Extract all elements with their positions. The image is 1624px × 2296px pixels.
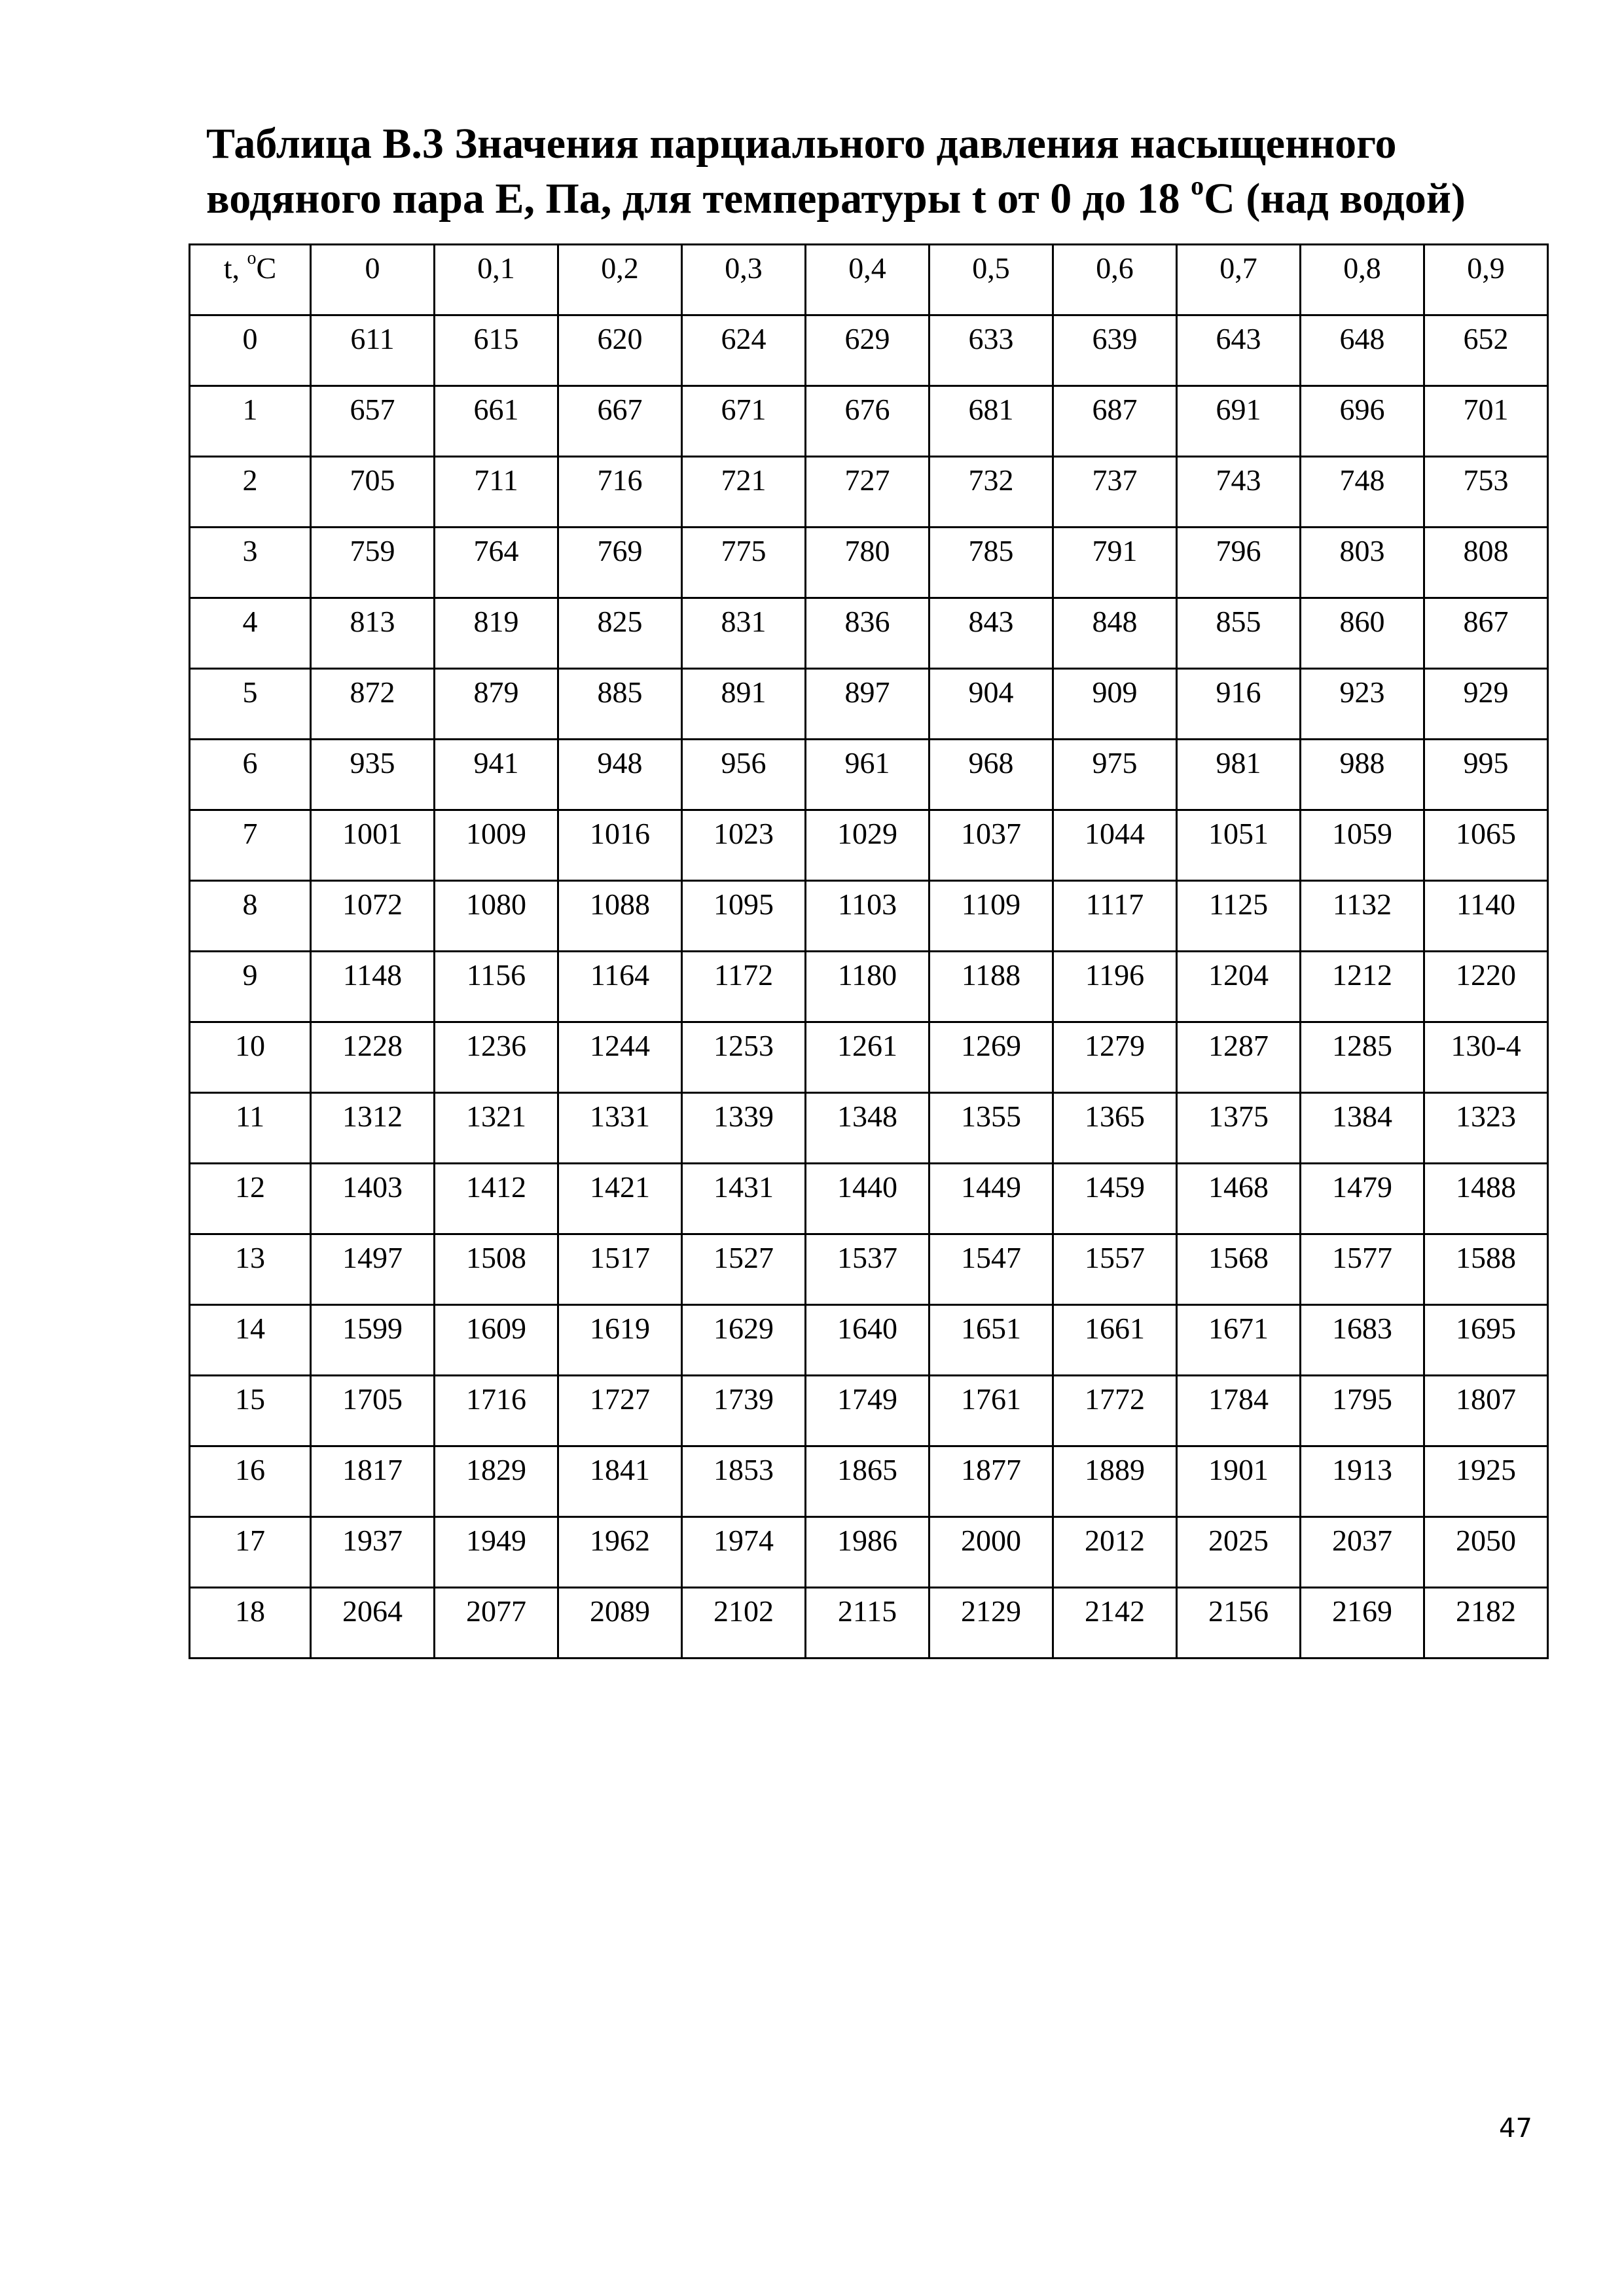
header-row — [190, 245, 1548, 315]
row-header-cell: 0 — [190, 315, 311, 386]
value-cell: 1095 — [682, 881, 806, 952]
column-header-cell: 0,3 — [682, 245, 806, 315]
value-cell: 791 — [1053, 528, 1177, 598]
value-cell: 879 — [435, 669, 558, 740]
value-cell: 1132 — [1301, 881, 1424, 952]
value-cell: 2156 — [1177, 1588, 1301, 1659]
value-cell: 941 — [435, 740, 558, 810]
row-header-cell: 6 — [190, 740, 311, 810]
value-cell: 1449 — [929, 1164, 1053, 1234]
value-cell: 764 — [435, 528, 558, 598]
value-cell: 633 — [929, 315, 1053, 386]
column-header-cell: 0,9 — [1424, 245, 1548, 315]
value-cell: 1568 — [1177, 1234, 1301, 1305]
row-header-cell: 14 — [190, 1305, 311, 1376]
value-cell: 2077 — [435, 1588, 558, 1659]
value-cell: 1244 — [558, 1022, 682, 1093]
value-cell: 1784 — [1177, 1376, 1301, 1446]
value-cell: 968 — [929, 740, 1053, 810]
value-cell: 988 — [1301, 740, 1424, 810]
value-cell: 995 — [1424, 740, 1548, 810]
value-cell: 825 — [558, 598, 682, 669]
value-cell: 1716 — [435, 1376, 558, 1446]
value-cell: 981 — [1177, 740, 1301, 810]
value-cell: 1261 — [806, 1022, 929, 1093]
value-cell: 1269 — [929, 1022, 1053, 1093]
value-cell: 961 — [806, 740, 929, 810]
table-row — [190, 881, 1548, 952]
value-cell: 1088 — [558, 881, 682, 952]
value-cell: 1180 — [806, 952, 929, 1022]
table-row — [190, 1376, 1548, 1446]
table-row — [190, 1305, 1548, 1376]
value-cell: 1671 — [1177, 1305, 1301, 1376]
value-cell: 1037 — [929, 810, 1053, 881]
value-cell: 780 — [806, 528, 929, 598]
row-header-cell: 4 — [190, 598, 311, 669]
value-cell: 671 — [682, 386, 806, 457]
value-cell: 721 — [682, 457, 806, 528]
value-cell: 1059 — [1301, 810, 1424, 881]
corner-header-cell — [190, 245, 311, 315]
row-header-cell: 16 — [190, 1446, 311, 1517]
table-row — [190, 1164, 1548, 1234]
value-cell: 860 — [1301, 598, 1424, 669]
value-cell: 1009 — [435, 810, 558, 881]
value-cell: 813 — [311, 598, 435, 669]
value-cell: 1986 — [806, 1517, 929, 1588]
value-cell: 1772 — [1053, 1376, 1177, 1446]
value-cell: 1651 — [929, 1305, 1053, 1376]
value-cell: 775 — [682, 528, 806, 598]
value-cell: 843 — [929, 598, 1053, 669]
value-cell: 1901 — [1177, 1446, 1301, 1517]
value-cell: 1817 — [311, 1446, 435, 1517]
value-cell: 1148 — [311, 952, 435, 1022]
value-cell: 1375 — [1177, 1093, 1301, 1164]
table-row — [190, 598, 1548, 669]
value-cell: 759 — [311, 528, 435, 598]
vapor-pressure-table — [189, 243, 1549, 1659]
value-cell: 1609 — [435, 1305, 558, 1376]
value-cell: 2115 — [806, 1588, 929, 1659]
value-cell: 1023 — [682, 810, 806, 881]
value-cell: 1537 — [806, 1234, 929, 1305]
value-cell: 615 — [435, 315, 558, 386]
value-cell: 1331 — [558, 1093, 682, 1164]
column-header-cell: 0,1 — [435, 245, 558, 315]
value-cell: 753 — [1424, 457, 1548, 528]
value-cell: 1365 — [1053, 1093, 1177, 1164]
value-cell: 1829 — [435, 1446, 558, 1517]
value-cell: 1051 — [1177, 810, 1301, 881]
row-header-cell: 7 — [190, 810, 311, 881]
value-cell: 1125 — [1177, 881, 1301, 952]
row-header-cell: 17 — [190, 1517, 311, 1588]
value-cell: 652 — [1424, 315, 1548, 386]
value-cell: 701 — [1424, 386, 1548, 457]
value-cell: 1253 — [682, 1022, 806, 1093]
value-cell: 1355 — [929, 1093, 1053, 1164]
value-cell: 2012 — [1053, 1517, 1177, 1588]
value-cell: 1312 — [311, 1093, 435, 1164]
value-cell: 1683 — [1301, 1305, 1424, 1376]
value-cell: 2102 — [682, 1588, 806, 1659]
value-cell: 643 — [1177, 315, 1301, 386]
value-cell: 1695 — [1424, 1305, 1548, 1376]
value-cell: 1661 — [1053, 1305, 1177, 1376]
value-cell: 648 — [1301, 315, 1424, 386]
value-cell: 1807 — [1424, 1376, 1548, 1446]
value-cell: 1588 — [1424, 1234, 1548, 1305]
value-cell: 1236 — [435, 1022, 558, 1093]
corner-degree-superscript: о — [247, 248, 257, 268]
column-header-cell: 0 — [311, 245, 435, 315]
value-cell: 897 — [806, 669, 929, 740]
value-cell: 1016 — [558, 810, 682, 881]
value-cell: 769 — [558, 528, 682, 598]
value-cell: 1599 — [311, 1305, 435, 1376]
value-cell: 1001 — [311, 810, 435, 881]
value-cell: 2129 — [929, 1588, 1053, 1659]
value-cell: 1479 — [1301, 1164, 1424, 1234]
table-row — [190, 1234, 1548, 1305]
value-cell: 743 — [1177, 457, 1301, 528]
value-cell: 975 — [1053, 740, 1177, 810]
value-cell: 1889 — [1053, 1446, 1177, 1517]
table-title — [206, 117, 1581, 226]
value-cell: 1188 — [929, 952, 1053, 1022]
value-cell: 1321 — [435, 1093, 558, 1164]
row-header-cell: 12 — [190, 1164, 311, 1234]
column-header-cell: 0,4 — [806, 245, 929, 315]
value-cell: 1974 — [682, 1517, 806, 1588]
value-cell: 2064 — [311, 1588, 435, 1659]
value-cell: 831 — [682, 598, 806, 669]
column-header-cell: 0,2 — [558, 245, 682, 315]
value-cell: 885 — [558, 669, 682, 740]
value-cell: 1739 — [682, 1376, 806, 1446]
table-row — [190, 810, 1548, 881]
value-cell: 1080 — [435, 881, 558, 952]
value-cell: 1384 — [1301, 1093, 1424, 1164]
value-cell: 1619 — [558, 1305, 682, 1376]
value-cell: 1497 — [311, 1234, 435, 1305]
value-cell: 836 — [806, 598, 929, 669]
value-cell: 916 — [1177, 669, 1301, 740]
value-cell: 948 — [558, 740, 682, 810]
value-cell: 1103 — [806, 881, 929, 952]
value-cell: 748 — [1301, 457, 1424, 528]
row-header-cell: 10 — [190, 1022, 311, 1093]
value-cell: 657 — [311, 386, 435, 457]
table-body — [190, 245, 1548, 1659]
value-cell: 2050 — [1424, 1517, 1548, 1588]
value-cell: 1705 — [311, 1376, 435, 1446]
value-cell: 1140 — [1424, 881, 1548, 952]
value-cell: 1962 — [558, 1517, 682, 1588]
value-cell: 848 — [1053, 598, 1177, 669]
value-cell: 1220 — [1424, 952, 1548, 1022]
column-header-cell: 0,7 — [1177, 245, 1301, 315]
value-cell: 1795 — [1301, 1376, 1424, 1446]
table-row — [190, 740, 1548, 810]
row-header-cell: 9 — [190, 952, 311, 1022]
row-header-cell: 18 — [190, 1588, 311, 1659]
value-cell: 1323 — [1424, 1093, 1548, 1164]
value-cell: 1431 — [682, 1164, 806, 1234]
value-cell: 872 — [311, 669, 435, 740]
value-cell: 667 — [558, 386, 682, 457]
table-row — [190, 1022, 1548, 1093]
value-cell: 1925 — [1424, 1446, 1548, 1517]
value-cell: 1204 — [1177, 952, 1301, 1022]
value-cell: 1629 — [682, 1305, 806, 1376]
value-cell: 611 — [311, 315, 435, 386]
table-row — [190, 1588, 1548, 1659]
value-cell: 727 — [806, 457, 929, 528]
value-cell: 1913 — [1301, 1446, 1424, 1517]
value-cell: 904 — [929, 669, 1053, 740]
corner-label: t, — [223, 251, 247, 285]
value-cell: 1287 — [1177, 1022, 1301, 1093]
row-header-cell: 3 — [190, 528, 311, 598]
value-cell: 1865 — [806, 1446, 929, 1517]
value-cell: 1727 — [558, 1376, 682, 1446]
value-cell: 1065 — [1424, 810, 1548, 881]
row-header-cell: 13 — [190, 1234, 311, 1305]
value-cell: 130-4 — [1424, 1022, 1548, 1093]
value-cell: 1228 — [311, 1022, 435, 1093]
value-cell: 803 — [1301, 528, 1424, 598]
value-cell: 1527 — [682, 1234, 806, 1305]
title-line-2-unit: С (над водой) — [1204, 175, 1466, 223]
table-row — [190, 1517, 1548, 1588]
value-cell: 696 — [1301, 386, 1424, 457]
value-cell: 891 — [682, 669, 806, 740]
value-cell: 867 — [1424, 598, 1548, 669]
value-cell: 929 — [1424, 669, 1548, 740]
value-cell: 909 — [1053, 669, 1177, 740]
value-cell: 1841 — [558, 1446, 682, 1517]
row-header-cell: 11 — [190, 1093, 311, 1164]
table-row — [190, 457, 1548, 528]
row-header-cell: 5 — [190, 669, 311, 740]
value-cell: 2089 — [558, 1588, 682, 1659]
value-cell: 1156 — [435, 952, 558, 1022]
table-row — [190, 669, 1548, 740]
column-header-cell: 0,8 — [1301, 245, 1424, 315]
value-cell: 1937 — [311, 1517, 435, 1588]
value-cell: 705 — [311, 457, 435, 528]
table-row — [190, 952, 1548, 1022]
value-cell: 935 — [311, 740, 435, 810]
value-cell: 923 — [1301, 669, 1424, 740]
column-header-cell: 0,6 — [1053, 245, 1177, 315]
table-row — [190, 315, 1548, 386]
value-cell: 1212 — [1301, 952, 1424, 1022]
value-cell: 2142 — [1053, 1588, 1177, 1659]
value-cell: 855 — [1177, 598, 1301, 669]
value-cell: 819 — [435, 598, 558, 669]
column-header-cell: 0,5 — [929, 245, 1053, 315]
value-cell: 1044 — [1053, 810, 1177, 881]
value-cell: 1488 — [1424, 1164, 1548, 1234]
table-row — [190, 1446, 1548, 1517]
value-cell: 1421 — [558, 1164, 682, 1234]
row-header-cell: 2 — [190, 457, 311, 528]
row-header-cell: 15 — [190, 1376, 311, 1446]
value-cell: 1508 — [435, 1234, 558, 1305]
value-cell: 956 — [682, 740, 806, 810]
table-row — [190, 1093, 1548, 1164]
value-cell: 1279 — [1053, 1022, 1177, 1093]
value-cell: 1412 — [435, 1164, 558, 1234]
value-cell: 1640 — [806, 1305, 929, 1376]
value-cell: 1117 — [1053, 881, 1177, 952]
value-cell: 1285 — [1301, 1022, 1424, 1093]
value-cell: 1029 — [806, 810, 929, 881]
value-cell: 1109 — [929, 881, 1053, 952]
title-line-2-text: водяного пара Е, Па, для температуры t от 0 до 18 — [206, 175, 1191, 223]
title-line-1: Таблица В.3 Значения парциального давления насыщенного — [206, 120, 1397, 168]
value-cell: 1749 — [806, 1376, 929, 1446]
value-cell: 1339 — [682, 1093, 806, 1164]
value-cell: 1949 — [435, 1517, 558, 1588]
value-cell: 1348 — [806, 1093, 929, 1164]
value-cell: 1853 — [682, 1446, 806, 1517]
value-cell: 1761 — [929, 1376, 1053, 1446]
value-cell: 1072 — [311, 881, 435, 952]
value-cell: 2169 — [1301, 1588, 1424, 1659]
value-cell: 1468 — [1177, 1164, 1301, 1234]
degree-superscript: о — [1191, 171, 1204, 200]
value-cell: 681 — [929, 386, 1053, 457]
value-cell: 691 — [1177, 386, 1301, 457]
value-cell: 1547 — [929, 1234, 1053, 1305]
row-header-cell: 1 — [190, 386, 311, 457]
value-cell: 2025 — [1177, 1517, 1301, 1588]
table-row — [190, 386, 1548, 457]
value-cell: 639 — [1053, 315, 1177, 386]
value-cell: 1557 — [1053, 1234, 1177, 1305]
value-cell: 1403 — [311, 1164, 435, 1234]
value-cell: 2182 — [1424, 1588, 1548, 1659]
value-cell: 1459 — [1053, 1164, 1177, 1234]
value-cell: 661 — [435, 386, 558, 457]
title-line-2 — [206, 171, 1581, 226]
value-cell: 1517 — [558, 1234, 682, 1305]
value-cell: 2000 — [929, 1517, 1053, 1588]
value-cell: 2037 — [1301, 1517, 1424, 1588]
value-cell: 711 — [435, 457, 558, 528]
value-cell: 1196 — [1053, 952, 1177, 1022]
value-cell: 785 — [929, 528, 1053, 598]
value-cell: 808 — [1424, 528, 1548, 598]
value-cell: 687 — [1053, 386, 1177, 457]
value-cell: 732 — [929, 457, 1053, 528]
table-row — [190, 528, 1548, 598]
value-cell: 796 — [1177, 528, 1301, 598]
value-cell: 676 — [806, 386, 929, 457]
value-cell: 1172 — [682, 952, 806, 1022]
value-cell: 737 — [1053, 457, 1177, 528]
value-cell: 624 — [682, 315, 806, 386]
value-cell: 1877 — [929, 1446, 1053, 1517]
value-cell: 716 — [558, 457, 682, 528]
value-cell: 629 — [806, 315, 929, 386]
value-cell: 1440 — [806, 1164, 929, 1234]
page-number: 47 — [1499, 2113, 1532, 2144]
row-header-cell: 8 — [190, 881, 311, 952]
corner-unit: С — [256, 251, 277, 285]
value-cell: 620 — [558, 315, 682, 386]
value-cell: 1164 — [558, 952, 682, 1022]
value-cell: 1577 — [1301, 1234, 1424, 1305]
